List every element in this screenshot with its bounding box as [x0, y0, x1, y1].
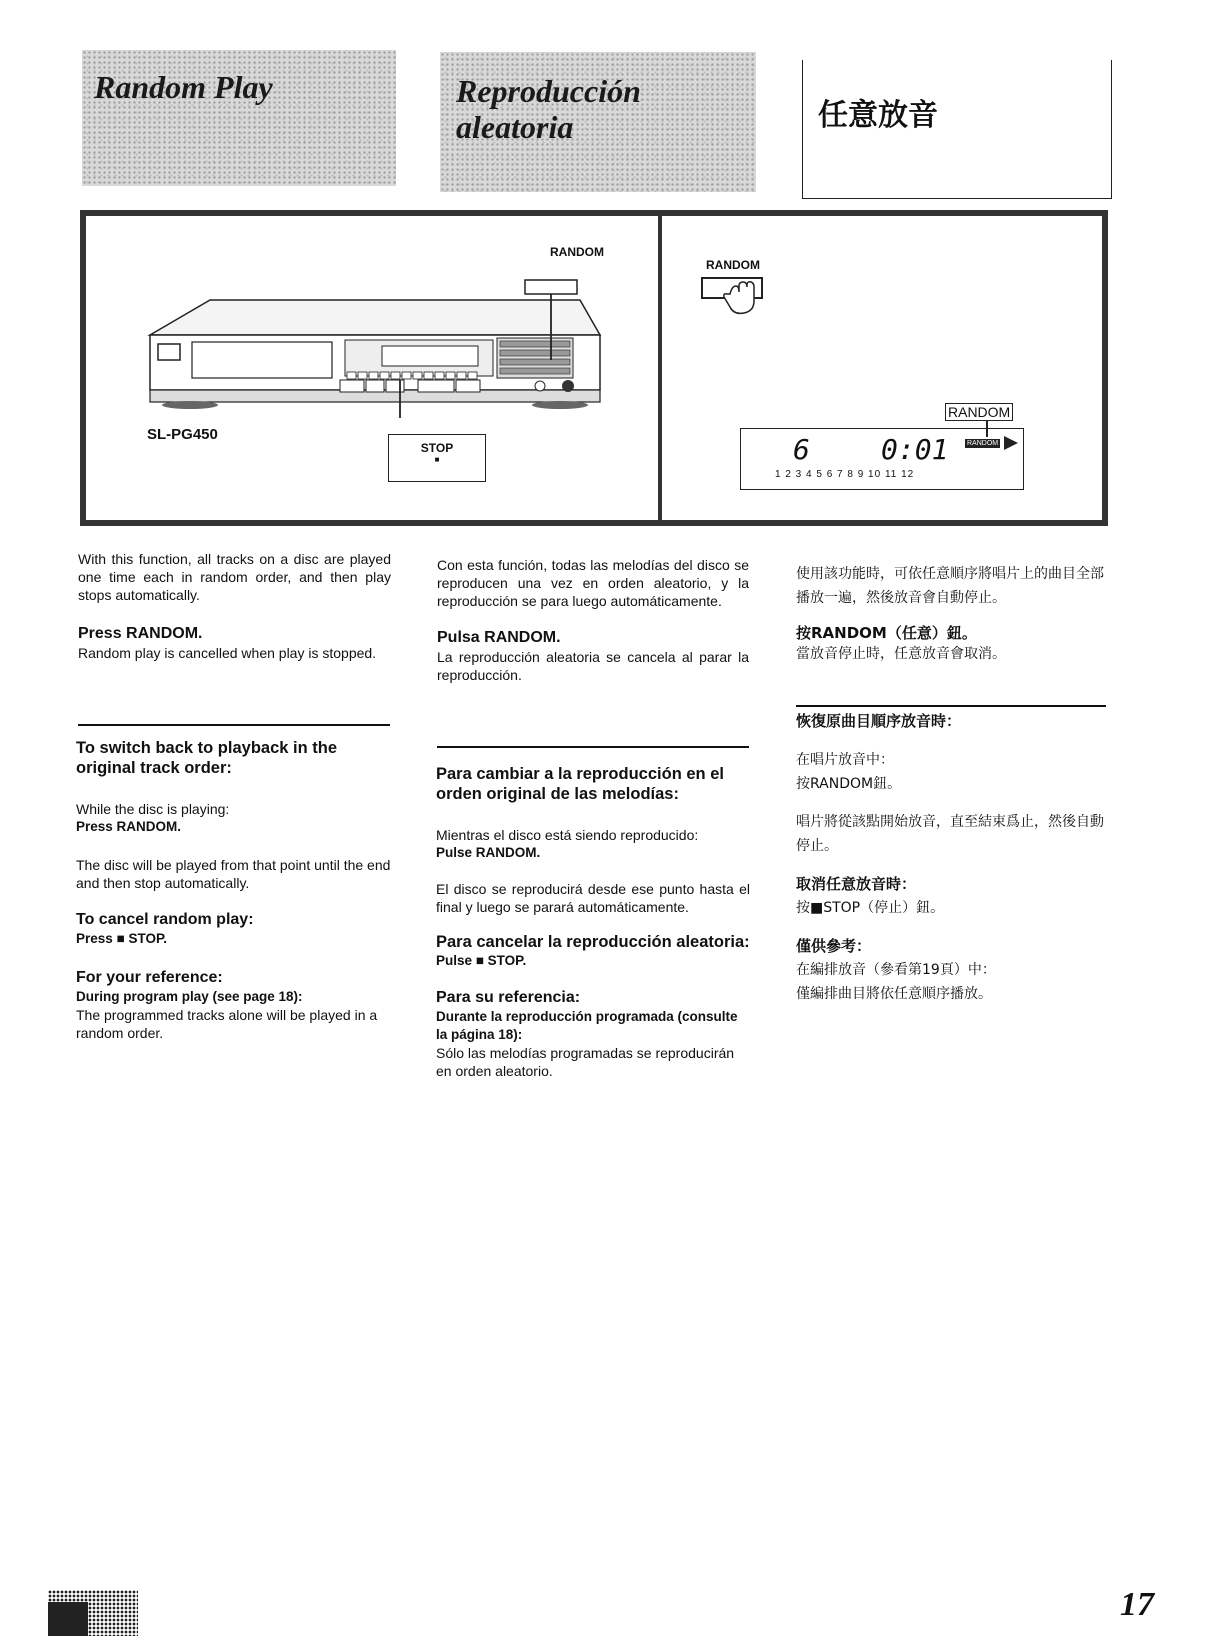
es-switch-text: El disco se reproducirá desde ese punto hasta el final y luego se parará automáticamente.	[436, 881, 750, 915]
es-column	[437, 556, 749, 684]
play-arrow-icon	[1004, 436, 1018, 450]
display-tracks-row: 1 2 3 4 5 6 7 8 9 10 11 12	[775, 469, 915, 480]
en-while-action: Press RANDOM.	[76, 819, 182, 834]
illustration-divider	[658, 216, 662, 520]
cn-switch-heading: 恢復原曲目順序放音時：	[796, 712, 962, 730]
es-press-text: La reproducción aleatoria se cancela al parar la reproducción.	[437, 649, 749, 683]
display-panel	[740, 428, 1024, 490]
corner-mark	[48, 1602, 88, 1636]
en-switch-text: The disc will be played from that point until the end and then stop automatically.	[76, 857, 391, 891]
cn-column-lower	[796, 708, 1110, 1006]
es-ref-sub: Durante la reproducción programada (consulte la página 18):	[436, 1009, 738, 1042]
display-badge: RANDOM	[967, 440, 999, 447]
es-while-action: Pulse RANDOM.	[436, 845, 541, 860]
cn-switch-text: 唱片將從該點開始放音，直至結束爲止，然後自動停止。	[796, 814, 1104, 854]
cn-title: 任意放音	[818, 98, 938, 133]
en-press-text: Random play is cancelled when play is stopped.	[78, 645, 377, 661]
cn-cancel-action: 按■STOP（停止）鈕。	[796, 900, 945, 916]
cn-ref-text: 僅編排曲目將依任意順序播放。	[796, 986, 992, 1002]
cd-player-illustration	[140, 260, 620, 430]
es-cancel-action: Pulse ■ STOP.	[436, 953, 527, 968]
stop-label: STOP	[420, 441, 454, 455]
random-button-press-illustration	[700, 274, 770, 334]
en-ref-text: The programmed tracks alone will be played in a random order.	[76, 1007, 378, 1041]
stop-button-callout	[388, 434, 486, 482]
random-label-right: RANDOM	[706, 258, 760, 272]
en-title: Random Play	[94, 69, 273, 105]
cn-ref-heading: 僅供參考：	[796, 937, 872, 955]
cn-ref-sub: 在編排放音（參看第19頁）中：	[796, 962, 996, 978]
cn-cancel-heading: 取消任意放音時：	[796, 875, 917, 893]
en-intro: With this function, all tracks on a disc are played one time each in random order, and then play stops automatically.	[78, 551, 391, 603]
model-label: SL-PG450	[147, 426, 218, 443]
cn-while-action: 按RANDOM鈕。	[796, 776, 902, 792]
es-press-heading: Pulsa RANDOM.	[437, 629, 561, 646]
es-column-lower	[436, 764, 750, 1080]
en-switch-heading: To switch back to playback in the original track order:	[76, 739, 338, 777]
cn-while-label: 在唱片放音中：	[796, 752, 894, 768]
random-label-top: RANDOM	[550, 245, 604, 259]
es-title-line2: aleatoria	[456, 109, 574, 145]
es-ref-text: Sólo las melodías programadas se reproducirán en orden aleatorio.	[436, 1045, 735, 1079]
cn-press-text: 當放音停止時，任意放音會取消。	[796, 646, 1006, 662]
en-ref-heading: For your reference:	[76, 969, 223, 986]
es-rule	[437, 746, 749, 748]
en-cancel-heading: To cancel random play:	[76, 911, 254, 928]
cn-rule	[796, 705, 1106, 707]
cn-intro: 使用該功能時，可依任意順序將唱片上的曲目全部播放一遍，然後放音會自動停止。	[796, 566, 1104, 606]
en-press-heading: Press RANDOM.	[78, 625, 203, 642]
en-column-lower	[76, 738, 392, 1042]
en-ref-sub: During program play (see page 18):	[76, 989, 303, 1004]
es-title-line1: Reproducción	[456, 73, 641, 109]
cn-column	[796, 562, 1110, 666]
random-indicator: RANDOM	[945, 403, 1013, 421]
en-cancel-action: Press ■ STOP.	[76, 931, 167, 946]
stop-symbol: ■	[434, 455, 440, 464]
cn-press-heading: 按RANDOM（任意）鈕。	[796, 624, 977, 642]
es-switch-heading: Para cambiar a la reproducción en el orden original de las melodías:	[436, 765, 724, 803]
en-column	[78, 550, 391, 662]
en-rule	[78, 724, 390, 726]
display-track: 6	[793, 433, 810, 466]
display-time: 0:01	[881, 433, 949, 466]
page-number: 17	[1120, 1586, 1154, 1623]
en-while-label: While the disc is playing:	[76, 801, 230, 817]
es-intro: Con esta función, todas las melodías del disco se reproducen una vez en orden aleatorio, y la reproducción se para luego automáticamente.	[437, 557, 749, 609]
es-cancel-heading: Para cancelar la reproducción aleatoria:	[436, 933, 750, 951]
es-ref-heading: Para su referencia:	[436, 989, 581, 1006]
es-while-label: Mientras el disco está siendo reproducido:	[436, 827, 699, 843]
